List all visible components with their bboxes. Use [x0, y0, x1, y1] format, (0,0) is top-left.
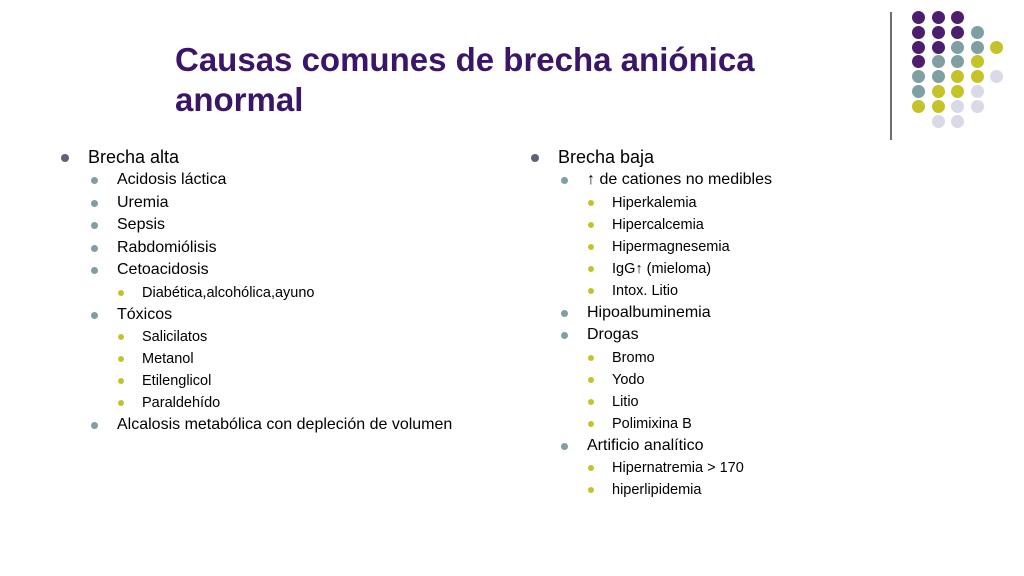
sub-item [528, 369, 928, 391]
sub-item [528, 413, 928, 435]
sub-item-text: Hipercalcemia [612, 216, 704, 233]
decor-dot [932, 100, 945, 113]
list-item [58, 259, 478, 282]
list-item [58, 169, 478, 192]
sub-item-text: Hiperkalemia [612, 194, 697, 211]
sub-item-text: Salicilatos [142, 329, 208, 345]
decor-dot [932, 115, 945, 128]
sub-item-text: Diabética,alcohólica,ayuno [142, 284, 315, 301]
bullet-icon [91, 267, 98, 274]
divider-line [890, 12, 892, 140]
decor-dot [951, 100, 964, 113]
item-text: Artificio analítico [587, 436, 704, 454]
bullet-icon [561, 443, 568, 450]
left-column [58, 146, 478, 437]
list-heading-low [528, 146, 928, 169]
bullet-icon [588, 288, 594, 294]
bullet-icon [118, 356, 124, 362]
decor-dot [971, 85, 984, 98]
decor-dot [912, 85, 925, 98]
heading-text: Brecha baja [558, 147, 655, 167]
sub-item-text: Paraldehído [142, 395, 221, 411]
bullet-icon [531, 154, 539, 162]
bullet-icon [91, 422, 98, 429]
low-gap-list [528, 146, 928, 501]
item-text: Acidosis láctica [117, 171, 227, 188]
sub-item-text: Polimixina B [612, 415, 692, 432]
bullet-icon [561, 332, 568, 339]
sub-item [528, 280, 928, 302]
bullet-icon [588, 421, 594, 427]
bullet-icon [588, 244, 594, 250]
decor-dot [990, 41, 1003, 54]
bullet-icon [91, 312, 98, 319]
decor-dot [951, 70, 964, 83]
sub-item [58, 326, 478, 348]
list-item [58, 214, 478, 237]
bullet-icon [588, 222, 594, 228]
sub-item-text: Metanol [142, 351, 194, 367]
right-column [528, 146, 928, 501]
list-item [528, 324, 928, 347]
decor-dot [951, 115, 964, 128]
item-text: ↑ de cationes no medibles [587, 171, 772, 188]
decor-dot [912, 55, 925, 68]
bullet-icon [91, 200, 98, 207]
decor-dot [912, 100, 925, 113]
bullet-icon [91, 222, 98, 229]
bullet-icon [561, 310, 568, 317]
list-heading-high [58, 146, 478, 169]
item-text: Rabdomiólisis [117, 238, 217, 256]
sub-item-text: Yodo [612, 371, 645, 388]
list-item [528, 435, 928, 458]
decor-dot [912, 26, 925, 39]
decor-dot [912, 41, 925, 54]
sub-item [58, 370, 478, 392]
decor-dot [971, 41, 984, 54]
decor-dot [932, 11, 945, 24]
bullet-icon [561, 177, 568, 184]
sub-item-text: IgG↑ (mieloma) [612, 260, 712, 277]
sub-item [528, 214, 928, 236]
decor-dot [932, 41, 945, 54]
sub-item [528, 347, 928, 369]
sub-item [58, 348, 478, 370]
decor-dot [912, 70, 925, 83]
list-item [58, 192, 478, 215]
decor-dot [932, 55, 945, 68]
decor-dot [932, 70, 945, 83]
bullet-icon [118, 378, 124, 384]
sub-item-text: hiperlipidemia [612, 482, 702, 498]
sub-item-text: Etilenglicol [142, 373, 212, 389]
bullet-icon [118, 334, 124, 340]
bullet-icon [588, 266, 594, 272]
heading-text: Brecha alta [88, 147, 180, 167]
decor-dot [971, 55, 984, 68]
decor-dot [971, 70, 984, 83]
sub-item [528, 457, 928, 479]
sub-item [528, 479, 928, 501]
decor-dot [912, 11, 925, 24]
item-text: Hipoalbuminemia [587, 303, 711, 321]
bullet-icon [588, 465, 594, 471]
list-item [58, 414, 478, 437]
sub-item [58, 282, 478, 304]
list-item [58, 237, 478, 260]
decor-dot [951, 85, 964, 98]
bullet-icon [61, 154, 69, 162]
decor-dot [971, 100, 984, 113]
sub-item-text: Hipermagnesemia [612, 238, 730, 255]
decor-dot [951, 41, 964, 54]
bullet-icon [118, 400, 124, 406]
sub-item-text: Litio [612, 393, 639, 410]
decor-dot [990, 70, 1003, 83]
decor-dot [951, 26, 964, 39]
sub-item-text: Bromo [612, 349, 655, 366]
sub-item-text: Hipernatremia > 170 [612, 460, 744, 476]
bullet-icon [118, 290, 124, 296]
list-item [528, 302, 928, 325]
sub-item [528, 391, 928, 413]
item-text: Uremia [117, 193, 169, 211]
sub-item-text: Intox. Litio [612, 282, 679, 299]
decor-dot [932, 85, 945, 98]
sub-item [528, 236, 928, 258]
sub-item [528, 258, 928, 280]
bullet-icon [588, 355, 594, 361]
high-gap-list [58, 146, 478, 437]
bullet-icon [91, 177, 98, 184]
slide-title: Causas comunes de brecha aniónica anormal [175, 41, 755, 118]
list-item [58, 304, 478, 327]
item-text: Drogas [587, 326, 639, 343]
list-item [528, 169, 928, 192]
bullet-icon [588, 399, 594, 405]
item-text: Tóxicos [117, 305, 173, 323]
bullet-icon [91, 245, 98, 252]
decor-dot [971, 26, 984, 39]
bullet-icon [588, 377, 594, 383]
item-text: Cetoacidosis [117, 261, 209, 278]
item-text: Alcalosis metabólica con depleción de volumen [117, 416, 453, 433]
bullet-icon [588, 200, 594, 206]
decor-dot [951, 55, 964, 68]
sub-item [58, 392, 478, 414]
sub-item [528, 192, 928, 214]
bullet-icon [588, 487, 594, 493]
decor-dot [951, 11, 964, 24]
item-text: Sepsis [117, 216, 166, 233]
decor-dot [932, 26, 945, 39]
